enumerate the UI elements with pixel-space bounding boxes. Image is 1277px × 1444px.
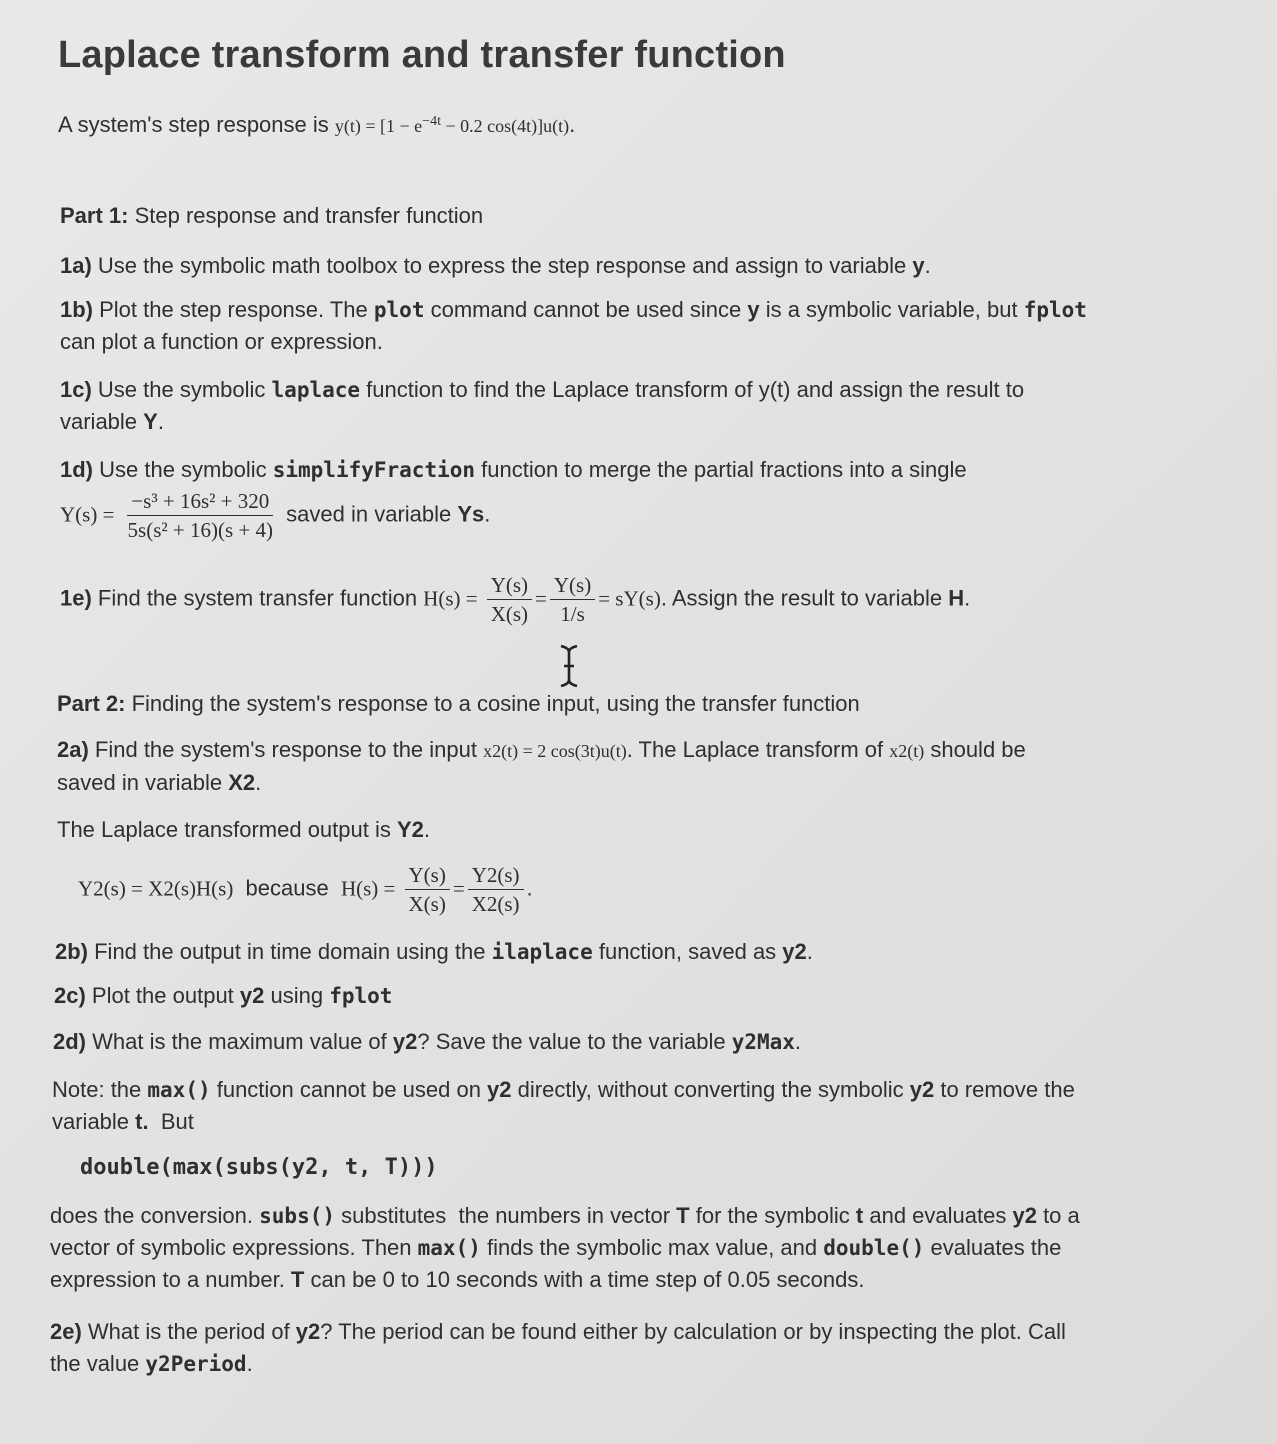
intro-text: A system's step response is <box>58 112 329 137</box>
output-line: The Laplace transformed output is Y2. <box>57 817 431 842</box>
because-line: Y2(s) = X2(s)H(s) because H(s) = $\frac{Y(s)}{X(s)}$ = $\frac{Y2(s)}{X2(s)}$ . <box>78 863 533 916</box>
code-line: double(max(subs(y2, t, T))) <box>80 1155 438 1180</box>
y2-fraction-2: $\frac{Y2(s)}{X2(s)}$ <box>468 862 524 917</box>
question-2a: 2a) Find the system's response to the input x2(t) = 2 cos(3t)u(t). The Laplace transform of x2(t) should be saved in variable X2. <box>57 737 1026 795</box>
ys-fraction: $\frac{\text{−s³ + 16s² + 320}}{\text{5s(s² + 16)(s + 4)}}$ <box>127 489 274 542</box>
step-response-equation: $y(t) = [1 - e^{-4t} - 0.2$ cos(4t)]u(t) <box>334 114 570 136</box>
question-1c: 1c) Use the symbolic laplace function to find the Laplace transform of y(t) and assign the result to variable Y. <box>60 377 1025 434</box>
question-1d: 1d) Use the symbolic simplifyFraction function to merge the partial fractions into a single Y(s) = $\frac{\text{−s³ + 16s² + 320}}{\text{5s(s² + 16)(s + 4)}}$ saved in variable Ys. <box>60 454 1210 543</box>
question-1e: 1e) Find the system transfer function H(s) = $\frac{Y(s)}{X(s)}$ = $\frac{Y(s)}{1/s}$ = sY(s). Assign the result to variable H. <box>60 573 971 626</box>
note-paragraph: Note: the max() function cannot be used on y2 directly, without converting the symbolic y2 to remove the variable t. But <box>52 1077 1075 1134</box>
intro-paragraph: A system's step response is $y(t) = [1 - e^{-4t} - 0.2$ cos(4t)]u(t). <box>58 112 576 137</box>
text-cursor-icon <box>558 644 580 688</box>
part1-heading: Part 1: Step response and transfer function <box>60 203 484 228</box>
question-1b: 1b) Plot the step response. The plot command cannot be used since y is a symbolic variable, but fplot can plot a function or expression. <box>60 297 1087 354</box>
question-2d: 2d) What is the maximum value of y2? Save the value to the variable y2Max. <box>53 1029 802 1054</box>
question-1a: 1a) Use the symbolic math toolbox to express the step response and assign to variable y. <box>60 253 931 278</box>
part2-heading: Part 2: Finding the system's response to a cosine input, using the transfer function <box>57 691 860 716</box>
question-2b: 2b) Find the output in time domain using the ilaplace function, saved as y2. <box>55 939 813 964</box>
h-fraction-1: $\frac{Y(s)}{X(s)}$ <box>487 572 532 627</box>
ys-fraction-line: Y(s) = $\frac{\text{−s³ + 16s² + 320}}{\text{5s(s² + 16)(s + 4)}}$ saved in variable Ys. <box>60 489 491 542</box>
y2-fraction-1: $\frac{Y(s)}{X(s)}$ <box>405 862 450 917</box>
question-2e: 2e) What is the period of y2? The period can be found either by calculation or by inspecting the plot. Call the value y2Period. <box>50 1319 1066 1376</box>
h-fraction-2: $\frac{Y(s)}{1/s}$ <box>550 572 595 627</box>
page-title: Laplace transform and transfer function <box>58 34 786 76</box>
conversion-paragraph: does the conversion. subs() substitutes the numbers in vector T for the symbolic t and evaluates y2 to a vector of symbolic expressions. Then max() finds the symbolic max value, and double() evaluates the expression to a number. T can be 0 to 10 seconds with a time step of 0.05 seconds. <box>50 1203 1080 1292</box>
question-2c: 2c) Plot the output y2 using fplot <box>54 983 393 1008</box>
